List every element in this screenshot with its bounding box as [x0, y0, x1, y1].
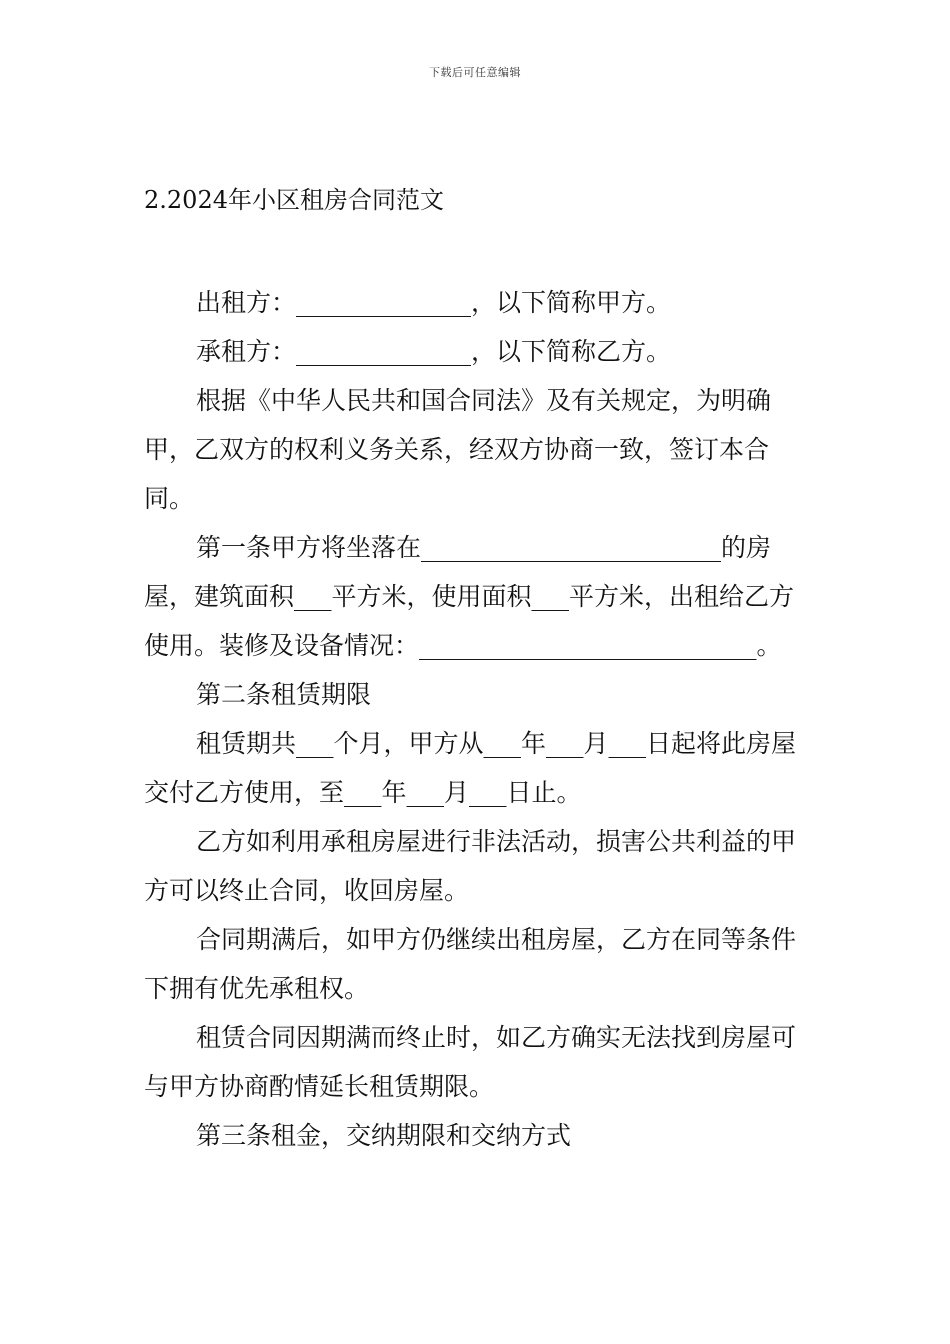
paragraph-article-3-heading: 第三条租金，交纳期限和交纳方式 — [196, 1121, 572, 1150]
document-body — [144, 278, 808, 1160]
paragraph-lease-term: 租赁期共___个月，甲方从___年___月___日起将此房屋交付乙方使用，至___年___月___日止。 — [144, 729, 797, 807]
paragraph-renewal-priority: 合同期满后，如甲方仍继续出租房屋，乙方在同等条件下拥有优先承租权。 — [144, 925, 797, 1003]
paragraph-lessee: 承租方：______________，以下简称乙方。 — [196, 337, 672, 366]
paragraph-article-2-heading: 第二条租赁期限 — [196, 680, 372, 709]
paragraph-extension: 租赁合同因期满而终止时，如乙方确实无法找到房屋可与甲方协商酌情延长租赁期限。 — [144, 1023, 797, 1101]
paragraph-illegal-use: 乙方如利用承租房屋进行非法活动，损害公共利益的甲方可以终止合同，收回房屋。 — [144, 827, 797, 905]
paragraph-lessor: 出租方：______________，以下简称甲方。 — [196, 288, 672, 317]
page-header: 下载后可任意编辑 — [429, 66, 521, 79]
paragraph-article-1: 第一条甲方将坐落在________________________的房屋，建筑面积___平方米，使用面积___平方米，出租给乙方使用。装修及设备情况：___________________________。 — [144, 533, 795, 660]
document-title: 2.2024年小区租房合同范文 — [144, 186, 444, 214]
paragraph-preamble: 根据《中华人民共和国合同法》及有关规定，为明确甲，乙双方的权利义务关系，经双方协商一致，签订本合同。 — [144, 386, 772, 513]
